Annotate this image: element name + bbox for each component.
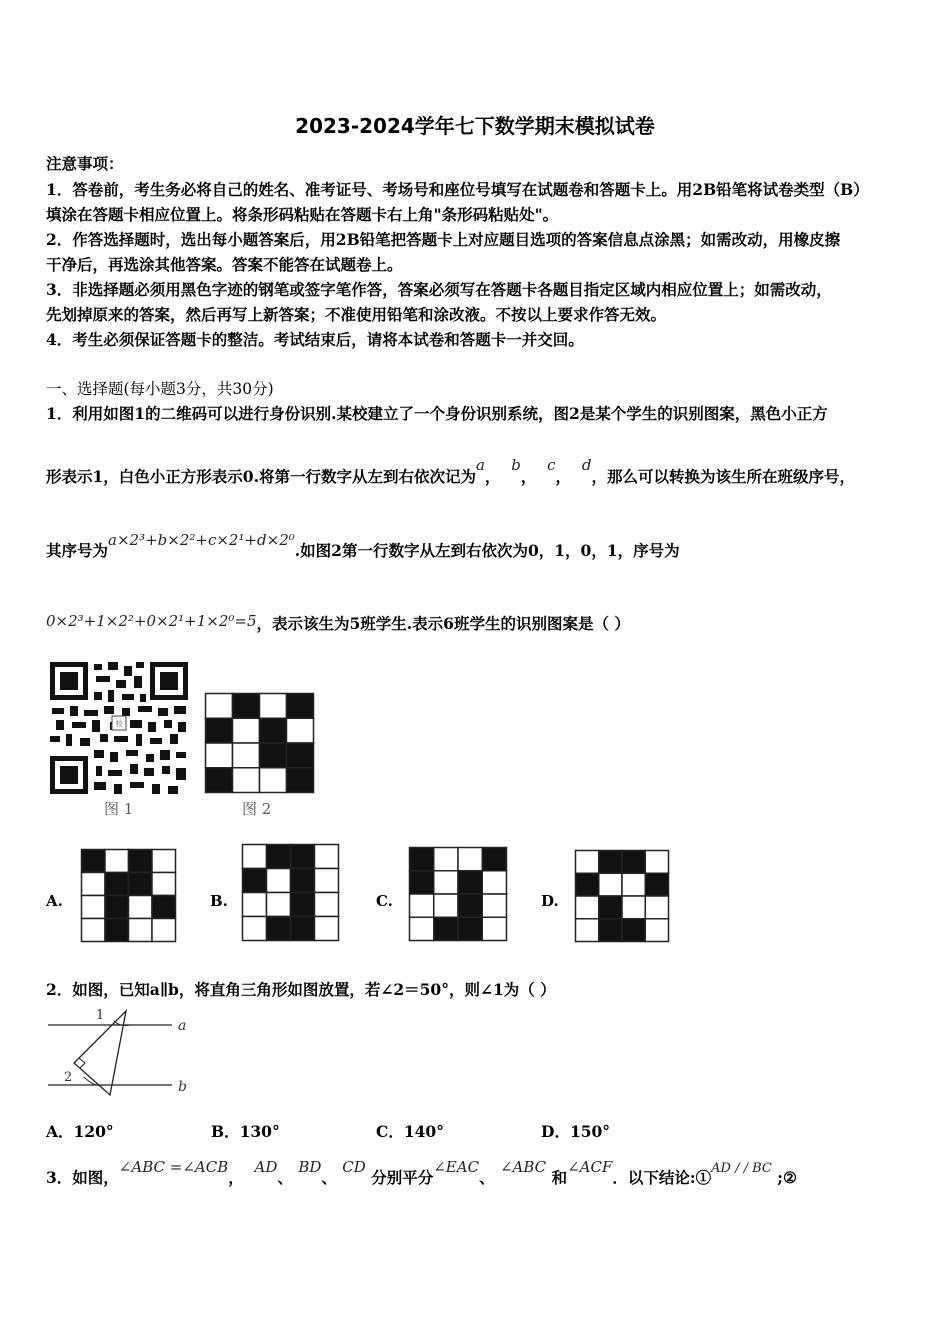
q2-option-d[interactable] — [541, 1120, 610, 1142]
q2-stem: 2．如图，已知a∥b，将直角三角形如图放置，若∠2＝50°，则∠1为（ ） — [46, 980, 556, 999]
q3-sep: 、 — [479, 1168, 495, 1187]
grid-cell-white — [82, 919, 106, 942]
grid-cell-black — [206, 718, 233, 743]
grid-cell-black — [434, 917, 458, 940]
grid-cell-black — [576, 873, 599, 896]
q3-conclusion-1: AD / / BC — [711, 1161, 772, 1176]
q3-seg-bd: BD — [298, 1158, 322, 1176]
grid-cell-white — [243, 917, 267, 941]
grid-cell-black — [291, 893, 315, 917]
var-a: a — [475, 456, 485, 474]
grid-cell-white — [233, 743, 260, 768]
formula-example: 0×2³+1×2²+0×2¹+1×2⁰=5 — [46, 612, 257, 630]
grid-cell-white — [410, 894, 434, 917]
notice-line: 填涂在答题卡相应位置上。将条形码粘贴在答题卡右上角"条形码粘贴处"。 — [46, 205, 559, 224]
grid-cell-black — [599, 919, 622, 942]
grid-cell-black — [267, 917, 291, 941]
grid-cell-black — [260, 718, 287, 743]
svg-text:校: 校 — [115, 720, 123, 728]
grid-cell-white — [267, 893, 291, 917]
grid-cell-black — [260, 743, 287, 768]
grid-cell-black — [458, 894, 482, 917]
grid-cell-white — [206, 743, 233, 768]
grid-cell-black — [105, 919, 129, 942]
grid-cell-white — [622, 873, 645, 896]
option-label: A． — [46, 1122, 74, 1141]
grid-cell-black — [152, 896, 176, 919]
q1-line2a: 形表示1，白色小正方形表示0.将第一行数字从左到右依次记为 — [46, 467, 476, 486]
q1-line4 — [46, 612, 630, 634]
grid-cell-white — [260, 768, 287, 793]
grid-cell-black — [458, 871, 482, 894]
grid-cell-white — [105, 850, 129, 873]
grid-cell-white — [576, 896, 599, 919]
notice-line: 干净后，再选涂其他答案。答案不能答在试题卷上。 — [46, 255, 403, 274]
option-a-label[interactable]: A. — [46, 892, 63, 910]
fig2-grid — [204, 692, 315, 794]
q2-option-b[interactable] — [211, 1120, 280, 1142]
q2-option-a[interactable] — [46, 1120, 114, 1142]
grid-cell-white — [206, 694, 233, 719]
grid-cell-white — [645, 919, 668, 942]
grid-cell-white — [82, 896, 106, 919]
q3-prefix: 3．如图， — [46, 1168, 119, 1187]
grid-cell-black — [599, 896, 622, 919]
option-value: 120° — [73, 1122, 114, 1141]
grid-cell-black — [129, 850, 153, 873]
var-c: c — [547, 456, 556, 474]
section-heading: 一、选择题(每小题3分，共30分) — [46, 380, 274, 398]
grid-cell-black — [267, 845, 291, 869]
q3-and: 和 — [551, 1168, 568, 1187]
grid-cell-white — [152, 850, 176, 873]
option-value: 150° — [569, 1122, 611, 1141]
q3-mid: 分别平分 — [371, 1168, 434, 1187]
option-d-label[interactable]: D. — [541, 892, 559, 910]
q3-sep: 、 — [321, 1168, 337, 1187]
q1-line2b: ，那么可以转换为该生所在班级序号， — [591, 467, 855, 486]
grid-cell-white — [434, 871, 458, 894]
option-c-grid[interactable] — [408, 846, 508, 942]
grid-cell-white — [434, 894, 458, 917]
grid-cell-white — [267, 869, 291, 893]
grid-cell-white — [482, 917, 506, 940]
option-c-label[interactable]: C. — [376, 892, 393, 910]
grid-cell-white — [315, 845, 339, 869]
grid-cell-black — [482, 848, 506, 871]
grid-cell-black — [287, 694, 314, 719]
grid-cell-white — [599, 873, 622, 896]
grid-cell-white — [434, 848, 458, 871]
grid-cell-white — [622, 896, 645, 919]
line-b-label: b — [178, 1079, 187, 1095]
option-value: 140° — [403, 1122, 444, 1141]
grid-cell-white — [645, 851, 668, 874]
page-title: 2023-2024学年七下数学期末模拟试卷 — [295, 114, 655, 138]
q1-line3a: 其序号为 — [46, 541, 109, 560]
option-d-grid[interactable] — [574, 849, 670, 943]
grid-cell-white — [152, 873, 176, 896]
line-a-label: a — [178, 1018, 187, 1034]
grid-cell-white — [482, 871, 506, 894]
grid-cell-white — [458, 848, 482, 871]
grid-cell-white — [152, 919, 176, 942]
grid-cell-white — [315, 869, 339, 893]
var-d: d — [581, 456, 592, 474]
grid-cell-black — [82, 850, 106, 873]
grid-cell-white — [243, 893, 267, 917]
grid-cell-black — [287, 743, 314, 768]
grid-cell-white — [129, 896, 153, 919]
angle-1-label: 1 — [96, 1008, 105, 1023]
grid-cell-black — [105, 873, 129, 896]
grid-cell-white — [576, 919, 599, 942]
grid-cell-black — [105, 896, 129, 919]
notice-line: 1．答卷前，考生务必将自己的姓名、准考证号、考场号和座位号填写在试题卷和答题卡上。用2B铅笔将试卷类型（B） — [46, 180, 869, 199]
qr-code-figure — [50, 662, 188, 794]
grid-cell-black — [410, 848, 434, 871]
q1-line2: 形表示1，白色小正方形表示0.将第一行数字从左到右依次记为a， b， c， d，那么可以转换为该生所在班级序号， — [46, 456, 855, 486]
grid-cell-white — [315, 893, 339, 917]
grid-cell-black — [410, 871, 434, 894]
notice-line: 2．作答选择题时，选出每小题答案后，用2B铅笔把答题卡上对应题目选项的答案信息点涂黑；如需改动，用橡皮擦 — [46, 230, 841, 249]
grid-cell-white — [129, 919, 153, 942]
option-label: C． — [376, 1122, 404, 1141]
grid-cell-black — [206, 768, 233, 793]
q3-sep: 、 — [277, 1168, 293, 1187]
notice-line: 4．考生必须保证答题卡的整洁。考试结束后，请将本试卷和答题卡一并交回。 — [46, 330, 584, 349]
q1-line4b: ，表示该生为5班学生.表示6班学生的识别图案是（ ） — [256, 614, 630, 633]
grid-cell-white — [243, 845, 267, 869]
formula-general: a×2³+b×2²+c×2¹+d×2⁰ — [108, 531, 295, 549]
grid-cell-white — [315, 917, 339, 941]
q3-end: ;② — [777, 1168, 797, 1187]
q3-equation: ∠ABC =∠ACB — [118, 1158, 229, 1176]
grid-cell-black — [243, 869, 267, 893]
option-value: 130° — [239, 1122, 280, 1141]
grid-cell-black — [622, 851, 645, 874]
grid-cell-black — [129, 873, 153, 896]
q2-figure — [44, 1005, 194, 1097]
grid-cell-black — [458, 917, 482, 940]
var-b: b — [511, 456, 521, 474]
grid-cell-white — [260, 694, 287, 719]
notice-line: 先划掉原来的答案，然后再写上新答案；不准使用铅笔和涂改液。不按以上要求作答无效。 — [46, 305, 667, 324]
grid-cell-white — [82, 873, 106, 896]
option-b-label[interactable]: B. — [210, 892, 228, 910]
q3-angle-acf: ∠ACF — [567, 1158, 613, 1176]
grid-cell-black — [622, 919, 645, 942]
q1-line1: 1．利用如图1的二维码可以进行身份识别.某校建立了一个身份识别系统，图2是某个学生的识别图案，黑色小正方 — [46, 404, 828, 423]
q3-tail: ．以下结论:① — [612, 1168, 712, 1187]
q3-seg-cd: CD — [342, 1158, 366, 1176]
q3-seg-ad: AD — [254, 1158, 278, 1176]
grid-cell-white — [576, 851, 599, 874]
grid-cell-black — [233, 694, 260, 719]
grid-cell-black — [599, 851, 622, 874]
q3-angle-abc: ∠ABC — [499, 1158, 547, 1176]
angle-2-label: 2 — [64, 1070, 73, 1085]
notice-heading: 注意事项： — [46, 154, 124, 173]
grid-cell-black — [291, 917, 315, 941]
fig1-caption: 图 1 — [104, 800, 134, 818]
q1-line3b: .如图2第一行数字从左到右依次为0，1，0，1，序号为 — [294, 541, 680, 560]
q3-angle-eac: ∠EAC — [433, 1158, 480, 1176]
q2-option-c[interactable] — [376, 1120, 444, 1142]
notice-line: 3．非选择题必须用黑色字迹的钢笔或签字笔作答，答案必须写在答题卡各题目指定区域内相应位置上；如需改动， — [46, 280, 832, 299]
fig2-caption: 图 2 — [242, 800, 272, 818]
grid-cell-black — [291, 869, 315, 893]
grid-cell-white — [233, 718, 260, 743]
grid-cell-white — [410, 917, 434, 940]
grid-cell-black — [645, 873, 668, 896]
q3-stem — [46, 1158, 797, 1188]
option-label: B． — [211, 1122, 240, 1141]
grid-cell-white — [233, 768, 260, 793]
grid-cell-white — [645, 896, 668, 919]
grid-cell-black — [291, 845, 315, 869]
q1-line3 — [46, 531, 680, 561]
grid-cell-black — [287, 768, 314, 793]
grid-cell-white — [482, 894, 506, 917]
q3-comma: ， — [228, 1168, 244, 1187]
option-label: D． — [541, 1122, 570, 1141]
option-b-grid[interactable] — [241, 843, 340, 942]
option-a-grid[interactable] — [80, 848, 177, 943]
grid-cell-white — [287, 718, 314, 743]
